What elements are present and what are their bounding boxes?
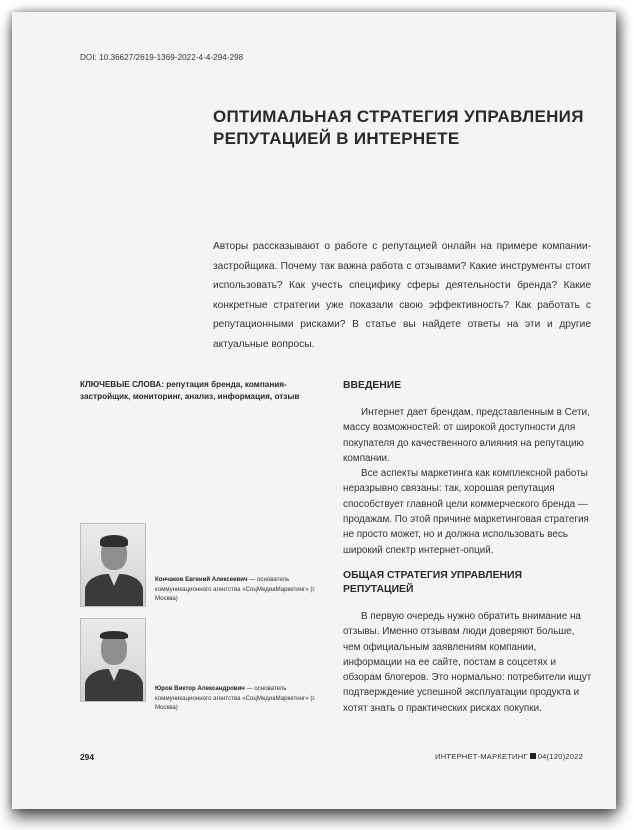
doi: DOI: 10.36627/2619-1369-2022-4-4-294-298 — [80, 53, 244, 62]
section-body-introduction — [343, 405, 593, 558]
author-name: Юров Виктор Александрович — [155, 685, 245, 692]
article-title: ОПТИМАЛЬНАЯ СТРАТЕГИЯ УПРАВЛЕНИЯ РЕПУТАЦИЕЙ В ИНТЕРНЕТЕ — [213, 107, 584, 148]
article-abstract: Авторы рассказывают о работе с репутацией онлайн на примере компании-застройщика. Почему так важна работа с отзывами? Какие инструменты стоит использовать? Как учесть специфику сферы деятельности бренда? Какие конкретные стратегии уже показали свою эффективность? Как работать с репутационными рисками? В статье вы найдете ответы на эти и другие актуальные вопросы. — [213, 241, 591, 350]
author-photo — [80, 523, 146, 607]
section-body-strategy — [343, 609, 593, 716]
author-caption — [155, 684, 337, 713]
section-heading-introduction: ВВЕДЕНИЕ — [343, 380, 402, 391]
paragraph: Все аспекты маркетинга как комплексной работы неразрывно связаны: так, хорошая репутация способствует главной цели коммерческого бренда — продажам. По этой причине маркетинговая стратегия не просто может, но и должна использовать весь широкий спектр интернет-опций. — [343, 468, 589, 556]
keywords: КЛЮЧЕВЫЕ СЛОВА: репутация бренда, компания-застройщик, мониторинг, анализ, информация, отзыв — [80, 380, 300, 401]
square-separator-icon — [530, 753, 536, 759]
author-name: Кончаков Евгений Алексеевич — [155, 576, 248, 583]
section-heading-strategy: ОБЩАЯ СТРАТЕГИЯ УПРАВЛЕНИЯ РЕПУТАЦИЕЙ — [343, 570, 522, 595]
journal-issue: 04(120)2022 — [537, 752, 583, 761]
paragraph: Интернет дает брендам, представленным в Сети, массу возможностей: от широкой доступности для покупателя до качественного влияния на репутацию компании. — [343, 407, 590, 464]
author-photo — [80, 618, 146, 702]
author-caption — [155, 575, 337, 604]
journal-footer — [435, 752, 583, 761]
journal-name: ИНТЕРНЕТ-МАРКЕТИНГ — [435, 752, 528, 761]
author-role: — основатель коммуникационного агентства «СоцМедиаМаркетинг» (г. Москва) — [155, 576, 316, 602]
paragraph: В первую очередь нужно обратить внимание на отзывы. Именно отзывам люди доверяют больше, чем официальным заявлениям компании, информации на ее сайте, постам в соцсетях и обзорам блогеров. Это нормально: потребители ищут подтверждение успешной эксплуатации продукта и хотят знать о практических рисках покупки. — [343, 611, 592, 714]
author-role: — основатель коммуникационного агентства «СоцМедиаМаркетинг» (г. Москва) — [155, 685, 316, 711]
page-number: 294 — [80, 752, 94, 762]
page-sheet — [12, 12, 616, 809]
